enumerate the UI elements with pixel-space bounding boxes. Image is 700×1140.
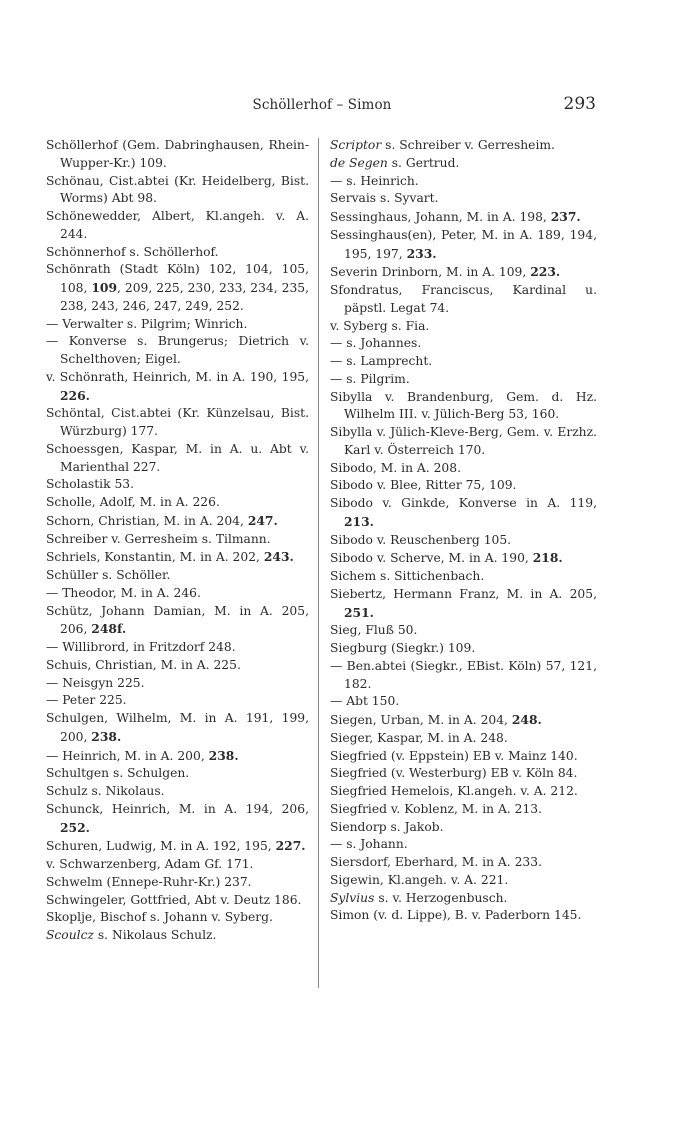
entry-bold-ref: 243. [263, 549, 294, 565]
entry-text: v. Schwarzenberg, Adam Gf. 171. [46, 857, 254, 871]
index-entry [46, 137, 309, 173]
index-entry [46, 261, 309, 315]
index-entry [330, 890, 597, 908]
entry-text: Schulz s. Nikolaus. [46, 784, 165, 798]
entry-bold-ref: 237. [550, 209, 581, 224]
entry-text: Schorn, Christian, M. in A. 204, [46, 513, 248, 528]
entry-text: Sibylla v. Jülich-Kleve-Berg, Gem. v. Erzhz. Karl v. Österreich 170. [330, 425, 597, 457]
index-entry [330, 711, 597, 730]
entry-italic-term: Sylvius [330, 890, 375, 905]
entry-text: Schöntal, Cist.abtei (Kr. Künzelsau, Bist. Würzburg) 177. [46, 406, 309, 438]
index-entry [330, 477, 597, 495]
entry-text: Sessinghaus(en), Peter, M. in A. 189, 194, 195, 197, [330, 227, 597, 261]
index-entry [46, 603, 309, 640]
entry-text: Schütz, Johann Damian, M. in A. 205, 206, [46, 603, 309, 637]
entry-bold-ref: 252. [60, 819, 90, 835]
index-entry [46, 512, 309, 531]
entry-text: s. v. Herzogenbusch. [374, 890, 508, 905]
entry-bold-ref: 233. [406, 245, 437, 261]
entry-text: Sieger, Kaspar, M. in A. 248. [330, 730, 508, 745]
index-entry [330, 819, 597, 837]
entry-text: Siersdorf, Eberhard, M. in A. 233. [330, 855, 542, 869]
entry-text: — Peter 225. [46, 693, 127, 708]
entry-bold-ref: 226. [60, 387, 90, 403]
index-entry [330, 640, 597, 658]
entry-text: — Neisgyn 225. [46, 675, 145, 690]
index-entry [46, 747, 309, 766]
entry-text: Scholastik 53. [46, 477, 134, 492]
entry-text: v. Schönrath, Heinrich, M. in A. 190, 195, [46, 369, 309, 384]
entry-text: — Willibrord, in Fritzdorf 248. [46, 640, 236, 654]
index-entry [46, 333, 309, 369]
index-entry [46, 801, 309, 838]
index-entry [46, 405, 309, 441]
index-entry [46, 765, 309, 783]
index-entry [330, 836, 597, 854]
entry-bold-ref: 213. [344, 513, 374, 529]
entry-bold-ref: 227. [275, 838, 306, 854]
index-entry [46, 316, 309, 334]
entry-text: Skoplje, Bischof s. Johann v. Syberg. [46, 910, 273, 925]
index-entry [46, 548, 309, 567]
entry-text: — Heinrich, M. in A. 200, [46, 748, 209, 763]
index-entry [330, 208, 597, 227]
index-entry [330, 622, 597, 640]
entry-text: Schultgen s. Schulgen. [46, 766, 190, 781]
entry-text: Siebertz, Hermann Franz, M. in A. 205, [330, 586, 597, 601]
entry-text: Sibylla v. Brandenburg, Gem. d. Hz. Wilhelm III. v. Jülich-Berg 53, 160. [330, 389, 597, 422]
entry-text: Sibodo v. Blee, Ritter 75, 109. [330, 478, 517, 493]
entry-text: Siegfried v. Koblenz, M. in A. 213. [330, 801, 543, 816]
entry-text: Siendorp s. Jakob. [330, 819, 444, 834]
entry-text: s. Schreiber v. Gerresheim. [381, 138, 555, 152]
page-header [48, 94, 596, 119]
running-head: Schöllerhof – Simon [252, 97, 392, 113]
entry-text: Sfondratus, Franciscus, Kardinal u. päpstl. Legat 74. [330, 283, 597, 315]
index-entry [330, 586, 597, 623]
entry-bold-ref: 248f. [91, 621, 127, 637]
entry-text: Siegfried Hemelois, Kl.angeh. v. A. 212. [330, 784, 578, 798]
entry-text: Schönrath (Stadt Köln) 102, 104, 105, 108, [46, 262, 309, 295]
entry-text: Severin Drinborn, M. in A. 109, [330, 265, 531, 280]
index-entry [330, 783, 597, 801]
entry-text: — Verwalter s. Pilgrim; Winrich. [46, 316, 248, 331]
index-entry [330, 549, 597, 568]
entry-text: Siegen, Urban, M. in A. 204, [330, 713, 512, 727]
index-entry [46, 927, 309, 945]
entry-bold-ref: 218. [532, 550, 563, 566]
index-entry [330, 263, 597, 282]
index-entry [46, 567, 309, 585]
entry-text: — Theodor, M. in A. 246. [46, 585, 201, 600]
entry-text: — Konverse s. Brungerus; Dietrich v. Schelthoven; Eigel. [46, 334, 309, 366]
index-entry [46, 710, 309, 747]
entry-bold-ref: 223. [530, 264, 561, 280]
index-entry [330, 801, 597, 819]
index-entry [330, 227, 597, 264]
entry-text: , 209, 225, 230, 233, 234, 235, 238, 243, 246, 247, 249, 252. [60, 281, 310, 313]
index-entry [330, 460, 597, 478]
entry-bold-ref: 247. [247, 512, 278, 528]
index-entry [46, 369, 309, 406]
entry-text: — s. Heinrich. [330, 173, 419, 188]
entry-text: Sibodo v. Reuschenberg 105. [330, 532, 512, 547]
index-entry [46, 856, 309, 874]
index-entry [330, 748, 597, 766]
entry-text: Schunck, Heinrich, M. in A. 194, 206, [46, 801, 309, 816]
entry-text: Schöllerhof (Gem. Dabringhausen, Rhein-Wupper-Kr.) 109. [46, 138, 309, 170]
index-entry [46, 657, 309, 675]
entry-text: Sibodo v. Ginkde, Konverse in A. 119, [330, 496, 597, 510]
index-entry [330, 173, 597, 191]
entry-text: Schreiber v. Gerresheim s. Tilmann. [46, 531, 271, 546]
index-column-right [330, 137, 597, 925]
index-column-left [46, 137, 309, 945]
index-entry [330, 282, 597, 318]
page-number: 293 [563, 94, 596, 114]
entry-text: Schüller s. Schöller. [46, 568, 171, 582]
entry-bold-ref: 238. [91, 728, 122, 744]
entry-italic-term: de Segen [330, 155, 388, 170]
index-entry [46, 244, 309, 262]
index-entry [330, 568, 597, 586]
index-entry [330, 872, 597, 890]
entry-text: Sessinghaus, Johann, M. in A. 198, [330, 210, 551, 224]
column-divider [318, 138, 319, 988]
index-entry [46, 494, 309, 512]
entry-text: v. Syberg s. Fia. [330, 318, 430, 333]
entry-italic-term: Scoulcz [46, 928, 94, 942]
index-entry [46, 173, 309, 209]
entry-text: Sichem s. Sittichenbach. [330, 569, 485, 583]
entry-text: s. Gertrud. [387, 155, 460, 170]
index-entry [46, 441, 309, 477]
entry-italic-term: Scriptor [330, 138, 382, 152]
index-entry [330, 137, 597, 155]
entry-text: — s. Pilgrim. [330, 371, 410, 386]
entry-text: — Ben.abtei (Siegkr., EBist. Köln) 57, 121, 182. [330, 658, 597, 691]
entry-text: Sieg, Fluß 50. [330, 623, 418, 638]
index-entry [46, 874, 309, 892]
entry-text: Simon (v. d. Lippe), B. v. Paderborn 145. [330, 908, 582, 923]
index-entry [46, 639, 309, 657]
entry-text: Schuis, Christian, M. in A. 225. [46, 657, 241, 672]
index-entry [330, 371, 597, 389]
entry-text: — Abt 150. [330, 694, 400, 709]
index-entry [330, 658, 597, 694]
entry-text: Schoessgen, Kaspar, M. in A. u. Abt v. Marienthal 227. [46, 441, 309, 474]
entry-text: Schuren, Ludwig, M. in A. 192, 195, [46, 839, 276, 854]
entry-text: Schönnerhof s. Schöllerhof. [46, 244, 219, 259]
index-entry [330, 907, 597, 925]
index-entry [46, 675, 309, 693]
entry-text: Sigewin, Kl.angeh. v. A. 221. [330, 872, 509, 887]
index-entry [330, 190, 597, 208]
entry-text: Servais s. Syvart. [330, 191, 439, 206]
index-entry [46, 892, 309, 910]
entry-text: Siegfried (v. Eppstein) EB v. Mainz 140. [330, 748, 578, 763]
entry-text: Schönewedder, Albert, Kl.angeh. v. A. 244. [46, 209, 309, 241]
index-entry [330, 318, 597, 336]
index-entry [46, 692, 309, 710]
entry-bold-ref: 109 [91, 280, 118, 295]
index-entry [46, 531, 309, 549]
index-entry [330, 532, 597, 550]
entry-text: Schwelm (Ennepe-Ruhr-Kr.) 237. [46, 874, 252, 889]
index-entry [330, 693, 597, 711]
index-entry [46, 909, 309, 927]
index-entry [330, 424, 597, 460]
entry-text: Scholle, Adolf, M. in A. 226. [46, 495, 220, 509]
index-entry [330, 495, 597, 532]
entry-text: Schulgen, Wilhelm, M. in A. 191, 199, 200, [46, 711, 309, 744]
entry-bold-ref: 251. [344, 604, 374, 620]
index-entry [46, 837, 309, 856]
index-entry [46, 476, 309, 494]
index-entry [330, 854, 597, 872]
entry-bold-ref: 248. [511, 712, 542, 727]
entry-text: Schwingeler, Gottfried, Abt v. Deutz 186. [46, 892, 302, 907]
index-entry [46, 208, 309, 244]
entry-text: Siegfried (v. Westerburg) EB v. Köln 84. [330, 766, 578, 781]
entry-text: — s. Johannes. [330, 336, 422, 351]
index-entry [330, 353, 597, 371]
entry-text: Sibodo, M. in A. 208. [330, 460, 461, 475]
index-entry [46, 783, 309, 801]
index-entry [330, 730, 597, 748]
entry-text: Schriels, Konstantin, M. in A. 202, [46, 550, 264, 565]
index-entry [330, 389, 597, 425]
index-entry [330, 765, 597, 783]
entry-text: Schönau, Cist.abtei (Kr. Heidelberg, Bist. Worms) Abt 98. [46, 173, 309, 206]
index-entry [46, 585, 309, 603]
index-entry [330, 155, 597, 173]
entry-text: — s. Johann. [330, 837, 408, 852]
entry-bold-ref: 238. [208, 747, 239, 763]
entry-text: — s. Lamprecht. [330, 354, 433, 368]
entry-text: Siegburg (Siegkr.) 109. [330, 641, 476, 655]
index-entry [330, 335, 597, 353]
entry-text: s. Nikolaus Schulz. [93, 928, 217, 942]
entry-text: Sibodo v. Scherve, M. in A. 190, [330, 551, 533, 566]
